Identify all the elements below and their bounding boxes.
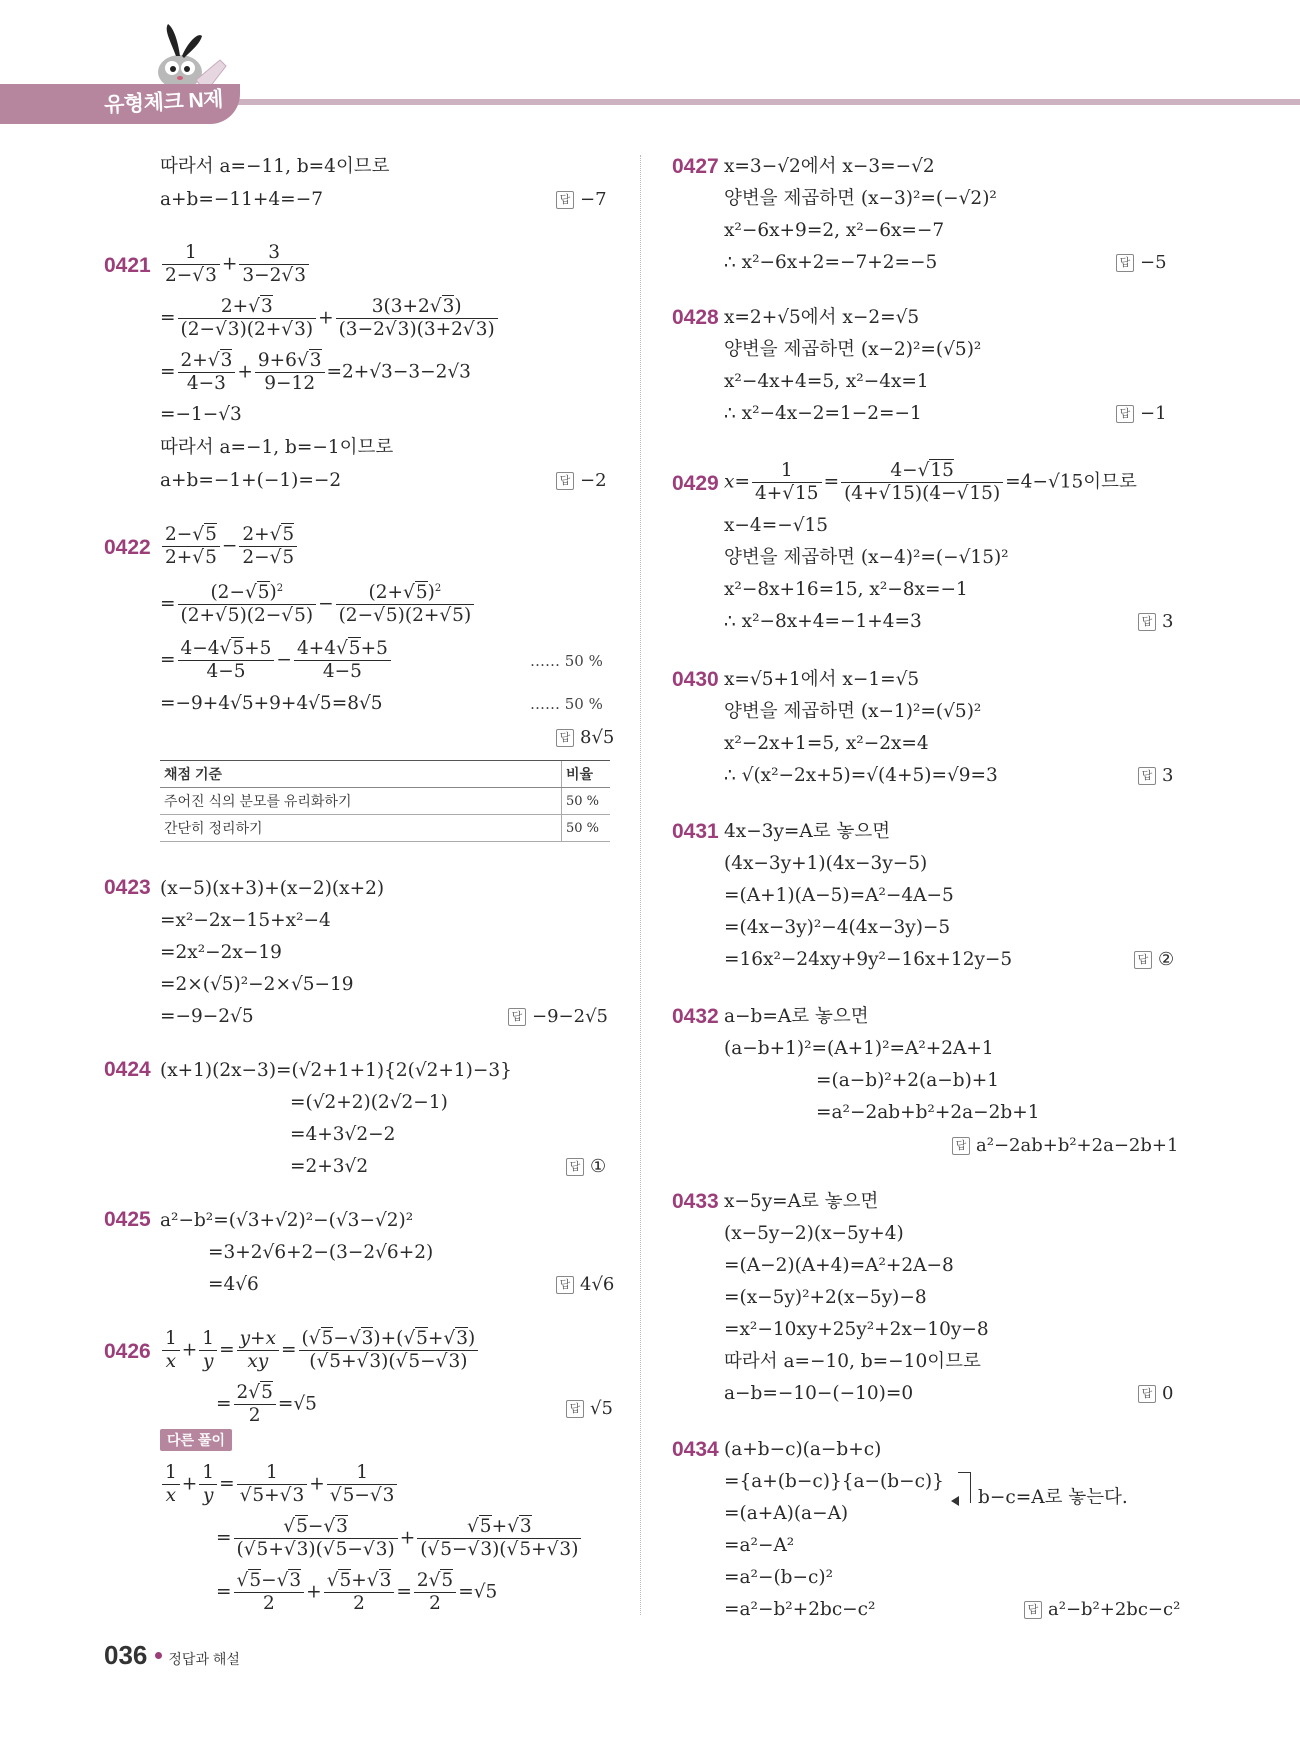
answer-mark-icon: 답 [952,1137,970,1155]
answer-value: 3 [1162,765,1174,786]
math-line: = $\frac{2+√3}{4-3}$ + $\frac{9+6√3}{9-12}$ =2+√3−3−2√3 [160,350,471,394]
math-line: $\frac{1}{x}$ + $\frac{1}{y}$ = $\frac{y+x}{xy}$ = $\frac{(√5-√3)+(√5+√3)}{(√5+√3)(√5-√3)}$ [160,1328,480,1373]
math-line: =16x²−24xy+9y²−16x+12y−5 [724,949,1013,970]
score-percent: …… 50 % [530,695,603,713]
math-line: 양변을 제곱하면 (x−3)²=(−√2)² [724,188,997,209]
answer-value: a²−2ab+b²+2a−2b+1 [976,1135,1179,1156]
math-line: = $\frac{√5-√3}{2}$ + $\frac{√5+√3}{2}$ = $\frac{2√5}{2}$ =√5 [216,1570,498,1614]
answer-mark-icon: 답 [556,1276,574,1294]
answer [556,1273,614,1297]
text-line: a+b=−11+4=−7 [160,189,323,210]
table-header: 채점 기준 [160,761,562,788]
math-line: $\frac{1}{x}$ + $\frac{1}{y}$ = $\frac{1}{√5+√3}$ + $\frac{1}{√5-√3}$ [160,1462,399,1507]
math-line: 4x−3y=A로 놓으면 [724,821,891,842]
problem-number: 0426 [104,1340,151,1363]
math-line: $\frac{1}{2-√3}$ + $\frac{3}{3-2√3}$ [160,242,311,287]
math-line: =2+3√2 [290,1156,369,1177]
math-line: a²−b²=(√3+√2)²−(√3−√2)² [160,1210,414,1231]
section-title: 유형체크 N제 [103,87,224,118]
math-line: =x²−2x−15+x²−4 [160,910,331,931]
problem-number: 0434 [672,1438,719,1461]
math-line: (a+b−c)(a−b+c) [724,1439,882,1460]
math-line: x²−2x+1=5, x²−2x=4 [724,733,929,754]
math-line: x²−8x+16=15, x²−8x=−1 [724,579,968,600]
table-row [160,815,610,842]
problem-number: 0433 [672,1190,719,1213]
problem-number: 0423 [104,876,151,899]
answer [1138,610,1173,634]
problem-number: 0421 [104,254,151,277]
answer-value: 4√6 [580,1274,615,1295]
footer-label: 정답과 해설 [168,1651,240,1667]
answer [1116,251,1167,275]
math-line: =−9+4√5+9+4√5=8√5 [160,693,383,714]
math-line: 양변을 제곱하면 (x−1)²=(√5)² [724,701,982,722]
answer [1134,948,1174,972]
table-cell: 간단히 정리하기 [160,815,562,842]
answer [1024,1598,1180,1622]
note-bracket [958,1472,971,1503]
math-line: =−9−2√5 [160,1006,254,1027]
answer-mark-icon: 답 [566,1400,584,1418]
problem-number: 0422 [104,536,151,559]
answer-value: ① [590,1156,607,1177]
math-line: 양변을 제곱하면 (x−2)²=(√5)² [724,339,982,360]
bullet-dot-icon [155,1652,162,1659]
problem-number: 0430 [672,668,719,691]
math-line: =a²−(b−c)² [724,1567,834,1588]
grading-table [160,760,610,842]
header-rule [180,99,1300,105]
answer-value: ② [1158,949,1175,970]
answer-value: 0 [1162,1383,1174,1404]
answer-mark-icon: 답 [556,729,574,747]
math-line: x=√5+1에서 x−1=√5 [724,669,920,690]
math-line: =2×(√5)²−2×√5−19 [160,974,354,995]
answer [566,1155,606,1179]
answer-mark-icon: 답 [1134,951,1152,969]
math-line: x= $\frac{1}{4+√15}$ = $\frac{4-√15}{(4+√15)(4-√15)}$ =4−√15이므로 [724,460,1137,504]
math-line: = $\frac{4-4√5+5}{4-5}$ − $\frac{4+4√5+5}{4-5}$ [160,638,393,683]
math-line: (x−5y−2)(x−5y+4) [724,1223,904,1244]
answer-mark-icon: 답 [1138,1385,1156,1403]
math-line: =(4x−3y)²−4(4x−3y)−5 [724,917,951,938]
answer-value: −7 [580,189,607,210]
answer [566,1397,613,1421]
math-line: =a²−2ab+b²+2a−2b+1 [816,1102,1040,1123]
math-line: =(A+1)(A−5)=A²−4A−5 [724,885,954,906]
column-divider [640,155,641,1615]
answer-value: √5 [590,1398,613,1419]
problem-number: 0431 [672,820,719,843]
answer-mark-icon: 답 [556,472,574,490]
math-line: =4+3√2−2 [290,1124,396,1145]
problem-number: 0428 [672,306,719,329]
math-line: =(a−b)²+2(a−b)+1 [816,1070,1000,1091]
answer-value: −9−2√5 [532,1006,608,1027]
math-line: =4√6 [208,1274,259,1295]
math-line: = $\frac{√5-√3}{(√5+√3)(√5-√3)}$ + $\frac{√5+√3}{(√5-√3)(√5+√3)}$ [216,1516,583,1561]
math-line: ∴ x²−6x+2=−7+2=−5 [724,252,938,273]
math-line: =a²−A² [724,1535,795,1556]
problem-number: 0427 [672,155,719,178]
table-cell: 50 % [562,815,611,842]
answer-mark-icon: 답 [1138,613,1156,631]
math-line: x−5y=A로 놓으면 [724,1191,879,1212]
answer-value: −1 [1140,403,1167,424]
answer [952,1134,1178,1158]
math-line: x−4=−√15 [724,515,829,536]
answer [1138,764,1173,788]
score-percent: …… 50 % [530,652,603,670]
math-line: ={a+(b−c)}{a−(b−c)} [724,1471,944,1492]
answer-mark-icon: 답 [1138,767,1156,785]
answer-mark-icon: 답 [556,191,574,209]
table-header: 비율 [562,761,611,788]
answer-value: 8√5 [580,727,615,748]
math-line: (x+1)(2x−3)=(√2+1+1){2(√2+1)−3} [160,1060,512,1081]
math-line: ∴ √(x²−2x+5)=√(4+5)=√9=3 [724,765,998,786]
problem-number: 0424 [104,1058,151,1081]
table-cell: 50 % [562,788,611,815]
answer-value: a²−b²+2bc−c² [1048,1599,1181,1620]
answer [556,726,614,750]
math-line: x=3−√2에서 x−3=−√2 [724,156,935,177]
answer-value: −5 [1140,252,1167,273]
answer [556,188,607,212]
math-line: 따라서 a=−10, b=−10이므로 [724,1351,981,1372]
math-line: ∴ x²−8x+4=−1+4=3 [724,611,922,632]
answer-value: −2 [580,470,607,491]
math-line: =(x−5y)²+2(x−5y)−8 [724,1287,927,1308]
answer [508,1005,608,1029]
answer-mark-icon: 답 [1024,1601,1042,1619]
math-line: = $\frac{2√5}{2}$ =√5 [216,1382,317,1426]
math-line: x²−4x+4=5, x²−4x=1 [724,371,929,392]
math-line: x=2+√5에서 x−2=√5 [724,307,920,328]
problem-number: 0429 [672,472,719,495]
math-line: ∴ x²−4x−2=1−2=−1 [724,403,922,424]
answer-mark-icon: 답 [508,1008,526,1026]
math-line: =(√2+2)(2√2−1) [290,1092,448,1113]
math-line: x²−6x+9=2, x²−6x=−7 [724,220,945,241]
answer [556,469,607,493]
page-footer [104,1640,240,1671]
math-line: =x²−10xy+25y²+2x−10y−8 [724,1319,989,1340]
math-line: 양변을 제곱하면 (x−4)²=(−√15)² [724,547,1009,568]
side-note: b−c=A로 놓는다. [978,1487,1128,1508]
math-line: $\frac{2-√5}{2+√5}$ − $\frac{2+√5}{2-√5}$ [160,524,299,569]
table-cell: 주어진 식의 분모를 유리화하기 [160,788,562,815]
math-line: =(a+A)(a−A) [724,1503,849,1524]
answer-mark-icon: 답 [1116,405,1134,423]
arrow-left-icon [951,1496,959,1506]
math-line: =2x²−2x−19 [160,942,282,963]
math-line: =3+2√6+2−(3−2√6+2) [208,1242,434,1263]
text-line: 따라서 a=−11, b=4이므로 [160,156,390,177]
math-line: = $\frac{(2-√5)^2}{(2+√5)(2-√5)}$ − $\frac{(2+√5)^2}{(2-√5)(2+√5)}$ [160,582,476,627]
math-line: (4x−3y+1)(4x−3y−5) [724,853,928,874]
math-line: (x−5)(x+3)+(x−2)(x+2) [160,878,385,899]
math-line: =a²−b²+2bc−c² [724,1599,876,1620]
problem-number: 0425 [104,1208,151,1231]
alt-solution-badge: 다른 풀이 [160,1429,232,1451]
math-line: 따라서 a=−1, b=−1이므로 [160,437,394,458]
math-line: = $\frac{2+√3}{(2-√3)(2+√3)}$ + $\frac{3(3+2√3)}{(3-2√3)(3+2√3)}$ [160,296,500,341]
math-line: a−b=A로 놓으면 [724,1006,869,1027]
answer-mark-icon: 답 [1116,254,1134,272]
problem-number: 0432 [672,1005,719,1028]
math-line: =−1−√3 [160,404,242,425]
answer-mark-icon: 답 [566,1158,584,1176]
page-number: 036 [104,1640,148,1670]
math-line: (a−b+1)²=(A+1)²=A²+2A+1 [724,1038,994,1059]
answer [1116,402,1167,426]
table-row [160,788,610,815]
answer-value: 3 [1162,611,1174,632]
answer [1138,1382,1173,1406]
math-line: =(A−2)(A+4)=A²+2A−8 [724,1255,954,1276]
math-line: a−b=−10−(−10)=0 [724,1383,914,1404]
math-line: a+b=−1+(−1)=−2 [160,470,342,491]
